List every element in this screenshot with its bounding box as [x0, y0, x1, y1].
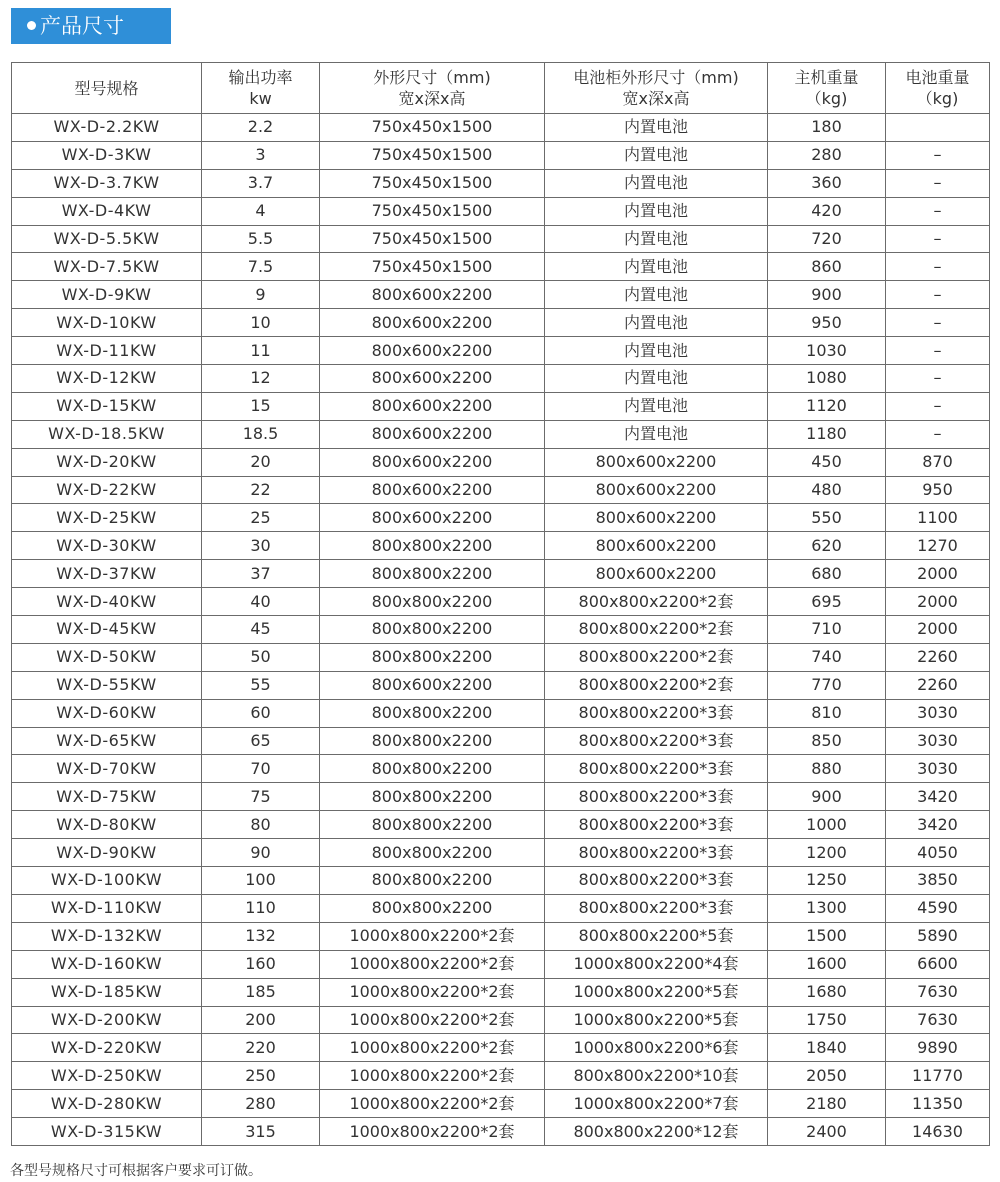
battery-cabinet-cell: 800x800x2200*3套 [545, 755, 768, 783]
battery-weight-cell: 11350 [886, 1090, 990, 1118]
host-weight-cell: 880 [768, 755, 886, 783]
battery-cabinet-cell: 内置电池 [545, 114, 768, 142]
battery-weight-cell: 11770 [886, 1062, 990, 1090]
dimensions-cell: 800x800x2200 [320, 643, 545, 671]
table-row [12, 671, 990, 699]
battery-weight-cell: 3030 [886, 755, 990, 783]
section-title-tab [11, 8, 171, 44]
battery-weight-cell: 4050 [886, 839, 990, 867]
model-cell: WX-D-2.2KW [12, 114, 202, 142]
dimensions-cell: 800x800x2200 [320, 699, 545, 727]
power-cell: 110 [202, 894, 320, 922]
power-cell: 40 [202, 588, 320, 616]
battery-cabinet-cell: 800x800x2200*2套 [545, 643, 768, 671]
power-cell: 12 [202, 365, 320, 393]
model-cell: WX-D-75KW [12, 783, 202, 811]
dimensions-cell: 1000x800x2200*2套 [320, 1006, 545, 1034]
table-row [12, 783, 990, 811]
battery-cabinet-cell: 1000x800x2200*6套 [545, 1034, 768, 1062]
host-weight-cell: 950 [768, 309, 886, 337]
battery-cabinet-cell: 800x600x2200 [545, 560, 768, 588]
battery-weight-cell [886, 114, 990, 142]
power-cell: 9 [202, 281, 320, 309]
table-row [12, 1118, 990, 1146]
battery-cabinet-cell: 内置电池 [545, 365, 768, 393]
dimensions-cell: 1000x800x2200*2套 [320, 1090, 545, 1118]
battery-weight-cell: 870 [886, 448, 990, 476]
header-power: 输出功率 kw [202, 63, 320, 114]
dimensions-cell: 1000x800x2200*2套 [320, 1118, 545, 1146]
battery-weight-cell: – [886, 169, 990, 197]
battery-cabinet-cell: 内置电池 [545, 337, 768, 365]
table-header-row [12, 63, 990, 114]
battery-cabinet-cell: 内置电池 [545, 392, 768, 420]
table-row [12, 114, 990, 142]
table-row [12, 337, 990, 365]
dimensions-cell: 1000x800x2200*2套 [320, 1034, 545, 1062]
battery-weight-cell: 950 [886, 476, 990, 504]
model-cell: WX-D-65KW [12, 727, 202, 755]
model-cell: WX-D-280KW [12, 1090, 202, 1118]
battery-weight-cell: 5890 [886, 922, 990, 950]
table-row [12, 727, 990, 755]
spec-table [11, 62, 990, 1146]
model-cell: WX-D-80KW [12, 811, 202, 839]
battery-cabinet-cell: 内置电池 [545, 420, 768, 448]
battery-cabinet-cell: 800x800x2200*3套 [545, 894, 768, 922]
power-cell: 185 [202, 978, 320, 1006]
power-cell: 3.7 [202, 169, 320, 197]
dimensions-cell: 1000x800x2200*2套 [320, 978, 545, 1006]
table-row [12, 867, 990, 895]
table-row [12, 281, 990, 309]
table-row [12, 894, 990, 922]
host-weight-cell: 1080 [768, 365, 886, 393]
table-row [12, 922, 990, 950]
table-row [12, 950, 990, 978]
dimensions-cell: 750x450x1500 [320, 197, 545, 225]
power-cell: 250 [202, 1062, 320, 1090]
dimensions-cell: 750x450x1500 [320, 114, 545, 142]
table-row [12, 588, 990, 616]
dimensions-cell: 800x600x2200 [320, 671, 545, 699]
model-cell: WX-D-220KW [12, 1034, 202, 1062]
table-row [12, 532, 990, 560]
model-cell: WX-D-22KW [12, 476, 202, 504]
dimensions-cell: 800x600x2200 [320, 337, 545, 365]
table-row [12, 616, 990, 644]
model-cell: WX-D-37KW [12, 560, 202, 588]
battery-weight-cell: – [886, 420, 990, 448]
power-cell: 10 [202, 309, 320, 337]
power-cell: 220 [202, 1034, 320, 1062]
model-cell: WX-D-315KW [12, 1118, 202, 1146]
battery-weight-cell: – [886, 225, 990, 253]
battery-weight-cell: – [886, 281, 990, 309]
host-weight-cell: 850 [768, 727, 886, 755]
dimensions-cell: 800x600x2200 [320, 365, 545, 393]
power-cell: 100 [202, 867, 320, 895]
model-cell: WX-D-5.5KW [12, 225, 202, 253]
dimensions-cell: 800x800x2200 [320, 839, 545, 867]
table-row [12, 560, 990, 588]
host-weight-cell: 420 [768, 197, 886, 225]
power-cell: 280 [202, 1090, 320, 1118]
dimensions-cell: 750x450x1500 [320, 225, 545, 253]
table-row [12, 811, 990, 839]
battery-cabinet-cell: 800x800x2200*2套 [545, 588, 768, 616]
battery-cabinet-cell: 1000x800x2200*4套 [545, 950, 768, 978]
battery-weight-cell: 7630 [886, 978, 990, 1006]
table-row [12, 448, 990, 476]
battery-weight-cell: 9890 [886, 1034, 990, 1062]
battery-weight-cell: 2000 [886, 588, 990, 616]
dimensions-cell: 800x600x2200 [320, 420, 545, 448]
host-weight-cell: 695 [768, 588, 886, 616]
host-weight-cell: 810 [768, 699, 886, 727]
model-cell: WX-D-20KW [12, 448, 202, 476]
table-row [12, 839, 990, 867]
footnote: 各型号规格尺寸可根据客户要求可订做。 [10, 1163, 262, 1179]
battery-cabinet-cell: 内置电池 [545, 141, 768, 169]
model-cell: WX-D-7.5KW [12, 253, 202, 281]
battery-cabinet-cell: 800x800x2200*3套 [545, 839, 768, 867]
battery-weight-cell: 6600 [886, 950, 990, 978]
power-cell: 30 [202, 532, 320, 560]
dimensions-cell: 750x450x1500 [320, 253, 545, 281]
battery-cabinet-cell: 800x800x2200*3套 [545, 727, 768, 755]
table-row [12, 504, 990, 532]
dimensions-cell: 800x800x2200 [320, 588, 545, 616]
battery-cabinet-cell: 800x800x2200*12套 [545, 1118, 768, 1146]
host-weight-cell: 900 [768, 281, 886, 309]
model-cell: WX-D-60KW [12, 699, 202, 727]
battery-weight-cell: – [886, 141, 990, 169]
dimensions-cell: 1000x800x2200*2套 [320, 922, 545, 950]
battery-weight-cell: – [886, 309, 990, 337]
host-weight-cell: 2180 [768, 1090, 886, 1118]
battery-weight-cell: 14630 [886, 1118, 990, 1146]
battery-weight-cell: 2260 [886, 643, 990, 671]
dimensions-cell: 800x600x2200 [320, 392, 545, 420]
power-cell: 20 [202, 448, 320, 476]
model-cell: WX-D-15KW [12, 392, 202, 420]
power-cell: 315 [202, 1118, 320, 1146]
model-cell: WX-D-40KW [12, 588, 202, 616]
dimensions-cell: 800x600x2200 [320, 309, 545, 337]
battery-weight-cell: 1100 [886, 504, 990, 532]
host-weight-cell: 860 [768, 253, 886, 281]
battery-cabinet-cell: 800x600x2200 [545, 504, 768, 532]
dimensions-cell: 800x800x2200 [320, 811, 545, 839]
power-cell: 75 [202, 783, 320, 811]
battery-cabinet-cell: 800x600x2200 [545, 532, 768, 560]
dimensions-cell: 800x800x2200 [320, 560, 545, 588]
dimensions-cell: 1000x800x2200*2套 [320, 950, 545, 978]
bullet-dot-icon [27, 21, 36, 30]
host-weight-cell: 680 [768, 560, 886, 588]
host-weight-cell: 1250 [768, 867, 886, 895]
battery-cabinet-cell: 内置电池 [545, 197, 768, 225]
model-cell: WX-D-25KW [12, 504, 202, 532]
battery-weight-cell: 4590 [886, 894, 990, 922]
host-weight-cell: 620 [768, 532, 886, 560]
power-cell: 80 [202, 811, 320, 839]
table-row [12, 169, 990, 197]
host-weight-cell: 1200 [768, 839, 886, 867]
host-weight-cell: 450 [768, 448, 886, 476]
host-weight-cell: 550 [768, 504, 886, 532]
dimensions-cell: 750x450x1500 [320, 169, 545, 197]
table-row [12, 1034, 990, 1062]
battery-cabinet-cell: 1000x800x2200*5套 [545, 978, 768, 1006]
host-weight-cell: 900 [768, 783, 886, 811]
battery-weight-cell: 2260 [886, 671, 990, 699]
host-weight-cell: 2400 [768, 1118, 886, 1146]
battery-cabinet-cell: 800x800x2200*10套 [545, 1062, 768, 1090]
model-cell: WX-D-30KW [12, 532, 202, 560]
host-weight-cell: 1680 [768, 978, 886, 1006]
power-cell: 5.5 [202, 225, 320, 253]
battery-cabinet-cell: 内置电池 [545, 309, 768, 337]
host-weight-cell: 360 [768, 169, 886, 197]
battery-cabinet-cell: 800x800x2200*3套 [545, 811, 768, 839]
host-weight-cell: 280 [768, 141, 886, 169]
power-cell: 4 [202, 197, 320, 225]
power-cell: 18.5 [202, 420, 320, 448]
table-row [12, 699, 990, 727]
header-host-weight: 主机重量 （kg) [768, 63, 886, 114]
model-cell: WX-D-12KW [12, 365, 202, 393]
battery-weight-cell: 3030 [886, 727, 990, 755]
model-cell: WX-D-4KW [12, 197, 202, 225]
model-cell: WX-D-45KW [12, 616, 202, 644]
battery-weight-cell: 2000 [886, 560, 990, 588]
model-cell: WX-D-18.5KW [12, 420, 202, 448]
power-cell: 15 [202, 392, 320, 420]
battery-weight-cell: 1270 [886, 532, 990, 560]
power-cell: 55 [202, 671, 320, 699]
battery-weight-cell: – [886, 253, 990, 281]
host-weight-cell: 1180 [768, 420, 886, 448]
table-row [12, 1006, 990, 1034]
power-cell: 70 [202, 755, 320, 783]
dimensions-cell: 800x600x2200 [320, 476, 545, 504]
battery-weight-cell: – [886, 392, 990, 420]
model-cell: WX-D-70KW [12, 755, 202, 783]
model-cell: WX-D-250KW [12, 1062, 202, 1090]
table-row [12, 755, 990, 783]
dimensions-cell: 800x800x2200 [320, 727, 545, 755]
table-row [12, 309, 990, 337]
battery-cabinet-cell: 800x800x2200*3套 [545, 699, 768, 727]
model-cell: WX-D-3KW [12, 141, 202, 169]
battery-weight-cell: – [886, 337, 990, 365]
battery-cabinet-cell: 1000x800x2200*5套 [545, 1006, 768, 1034]
power-cell: 50 [202, 643, 320, 671]
model-cell: WX-D-132KW [12, 922, 202, 950]
host-weight-cell: 1300 [768, 894, 886, 922]
power-cell: 60 [202, 699, 320, 727]
power-cell: 22 [202, 476, 320, 504]
battery-cabinet-cell: 800x800x2200*5套 [545, 922, 768, 950]
battery-cabinet-cell: 800x600x2200 [545, 448, 768, 476]
header-battery-weight: 电池重量 （kg) [886, 63, 990, 114]
battery-weight-cell: 2000 [886, 616, 990, 644]
table-row [12, 420, 990, 448]
host-weight-cell: 740 [768, 643, 886, 671]
host-weight-cell: 1030 [768, 337, 886, 365]
model-cell: WX-D-10KW [12, 309, 202, 337]
model-cell: WX-D-110KW [12, 894, 202, 922]
battery-weight-cell: 7630 [886, 1006, 990, 1034]
table-body [12, 114, 990, 1146]
battery-cabinet-cell: 800x600x2200 [545, 476, 768, 504]
battery-weight-cell: 3420 [886, 811, 990, 839]
header-dimensions: 外形尺寸（mm) 宽x深x高 [320, 63, 545, 114]
host-weight-cell: 1750 [768, 1006, 886, 1034]
battery-cabinet-cell: 1000x800x2200*7套 [545, 1090, 768, 1118]
dimensions-cell: 800x800x2200 [320, 616, 545, 644]
battery-cabinet-cell: 800x800x2200*2套 [545, 616, 768, 644]
model-cell: WX-D-11KW [12, 337, 202, 365]
dimensions-cell: 800x800x2200 [320, 894, 545, 922]
table-row [12, 197, 990, 225]
battery-weight-cell: – [886, 197, 990, 225]
power-cell: 65 [202, 727, 320, 755]
dimensions-cell: 800x600x2200 [320, 504, 545, 532]
dimensions-cell: 800x600x2200 [320, 281, 545, 309]
dimensions-cell: 750x450x1500 [320, 141, 545, 169]
battery-cabinet-cell: 内置电池 [545, 253, 768, 281]
battery-cabinet-cell: 内置电池 [545, 225, 768, 253]
battery-cabinet-cell: 800x800x2200*3套 [545, 783, 768, 811]
model-cell: WX-D-185KW [12, 978, 202, 1006]
battery-cabinet-cell: 内置电池 [545, 281, 768, 309]
power-cell: 132 [202, 922, 320, 950]
model-cell: WX-D-55KW [12, 671, 202, 699]
battery-weight-cell: 3420 [886, 783, 990, 811]
power-cell: 25 [202, 504, 320, 532]
table-row [12, 1090, 990, 1118]
host-weight-cell: 710 [768, 616, 886, 644]
host-weight-cell: 1840 [768, 1034, 886, 1062]
table-row [12, 1062, 990, 1090]
table-row [12, 978, 990, 1006]
dimensions-cell: 800x800x2200 [320, 532, 545, 560]
power-cell: 45 [202, 616, 320, 644]
dimensions-cell: 800x800x2200 [320, 783, 545, 811]
header-model: 型号规格 [12, 63, 202, 114]
power-cell: 160 [202, 950, 320, 978]
host-weight-cell: 1120 [768, 392, 886, 420]
table-row [12, 476, 990, 504]
model-cell: WX-D-50KW [12, 643, 202, 671]
battery-weight-cell: – [886, 365, 990, 393]
header-battery-cabinet-dimensions: 电池柜外形尺寸（mm) 宽x深x高 [545, 63, 768, 114]
model-cell: WX-D-90KW [12, 839, 202, 867]
model-cell: WX-D-9KW [12, 281, 202, 309]
battery-weight-cell: 3850 [886, 867, 990, 895]
host-weight-cell: 1600 [768, 950, 886, 978]
host-weight-cell: 1000 [768, 811, 886, 839]
table-row [12, 253, 990, 281]
table-row [12, 141, 990, 169]
dimensions-cell: 1000x800x2200*2套 [320, 1062, 545, 1090]
model-cell: WX-D-3.7KW [12, 169, 202, 197]
table-row [12, 643, 990, 671]
host-weight-cell: 770 [768, 671, 886, 699]
model-cell: WX-D-160KW [12, 950, 202, 978]
power-cell: 200 [202, 1006, 320, 1034]
model-cell: WX-D-100KW [12, 867, 202, 895]
table-row [12, 365, 990, 393]
power-cell: 2.2 [202, 114, 320, 142]
host-weight-cell: 720 [768, 225, 886, 253]
battery-cabinet-cell: 内置电池 [545, 169, 768, 197]
power-cell: 7.5 [202, 253, 320, 281]
table-row [12, 225, 990, 253]
battery-cabinet-cell: 800x800x2200*3套 [545, 867, 768, 895]
host-weight-cell: 480 [768, 476, 886, 504]
model-cell: WX-D-200KW [12, 1006, 202, 1034]
power-cell: 90 [202, 839, 320, 867]
battery-weight-cell: 3030 [886, 699, 990, 727]
host-weight-cell: 1500 [768, 922, 886, 950]
power-cell: 3 [202, 141, 320, 169]
battery-cabinet-cell: 800x800x2200*2套 [545, 671, 768, 699]
dimensions-cell: 800x800x2200 [320, 867, 545, 895]
table-row [12, 392, 990, 420]
dimensions-cell: 800x800x2200 [320, 755, 545, 783]
dimensions-cell: 800x600x2200 [320, 448, 545, 476]
power-cell: 11 [202, 337, 320, 365]
section-title: 产品尺寸 [40, 14, 124, 38]
host-weight-cell: 180 [768, 114, 886, 142]
host-weight-cell: 2050 [768, 1062, 886, 1090]
power-cell: 37 [202, 560, 320, 588]
